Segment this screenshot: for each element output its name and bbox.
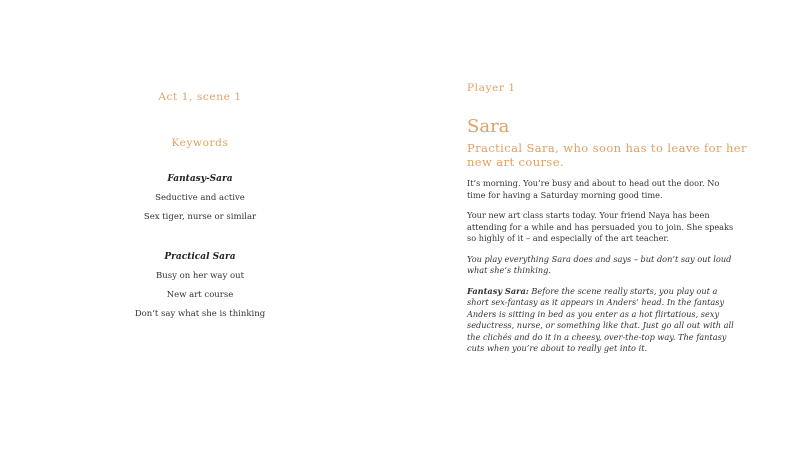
- keyword-item: Sex tiger, nurse or similar: [143, 212, 257, 222]
- keywords-title: Keywords: [171, 137, 229, 149]
- fantasy-lead: Fantasy Sara:: [467, 285, 529, 296]
- character-name: Sara: [467, 116, 510, 137]
- paragraph: It’s morning. You’re busy and about to head out the door. No time for having a Saturday morning good time.: [467, 178, 720, 200]
- fantasy-text: Before the scene really starts, you play out a short sex-fantasy as it appears in Anders’ head. In the fantasy Anders is sitting in bed as you enter as a hot flirtatious, sexy seductress, nurse, or something like that. Just go all out with all the clichés and do it in a cheesy, over-the-top way. The fantasy cuts when you’re about to really get into it.: [467, 285, 734, 353]
- paragraph: Your new art class starts today. Your friend Naya has been attending for a while and has persuaded you to join. She speaks so highly of it – and especially of the art teacher.: [467, 210, 734, 243]
- character-subtitle: Practical Sara, who soon has to leave for her new art course.: [467, 141, 747, 169]
- fantasy-paragraph: [467, 286, 739, 355]
- act-scene-title: Act 1, scene 1: [158, 91, 242, 103]
- keyword-item: New art course: [166, 290, 234, 300]
- keyword-item: Seductive and active: [155, 193, 245, 203]
- paragraph-italic: You play everything Sara does and says – but don’t say out loud what she’s thinking.: [467, 253, 732, 275]
- keyword-item: Busy on her way out: [155, 271, 244, 281]
- keyword-heading: Fantasy-Sara: [167, 174, 233, 184]
- character-description: [467, 178, 739, 364]
- keyword-group-fantasy-sara: [100, 174, 300, 231]
- keyword-group-practical-sara: [100, 252, 300, 328]
- player-label: Player 1: [467, 82, 516, 94]
- right-page: [400, 0, 800, 450]
- keyword-heading: Practical Sara: [164, 252, 236, 262]
- keyword-item: Don’t say what she is thinking: [134, 309, 266, 319]
